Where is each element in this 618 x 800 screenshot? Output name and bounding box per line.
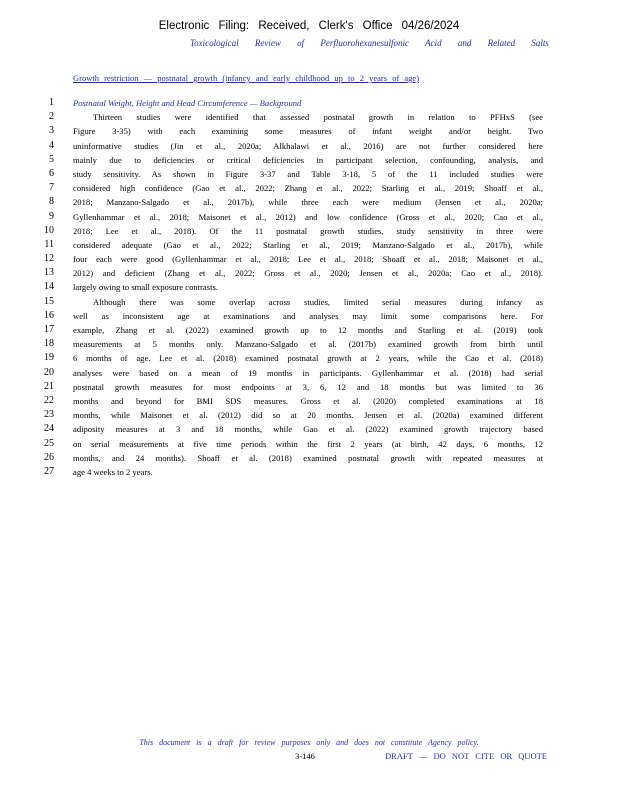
line-text: months, while Maisonet et al. (2012) did so at 20 months. Jensen et al. (2020a) examined different	[73, 410, 543, 421]
line-number: 25	[44, 437, 54, 449]
line-text: study sensitivity. As shown in Figure 3-37 and Table 3-18, 5 of the 11 included studies were	[73, 168, 543, 179]
line-number: 23	[44, 409, 54, 421]
text-line	[0, 367, 618, 381]
line-text: postnatal growth measures for most endpoints at 3, 6, 12 and 18 months but was limited to 36	[73, 381, 543, 392]
draft-notice: DRAFT — DO NOT CITE OR QUOTE	[385, 751, 548, 761]
line-text: 2018; Lee et al., 2018). Of the 11 postnatal growth studies, study sensitivity in three were	[73, 225, 543, 236]
line-text: well as inconsistent age at examinations and analyses may limit some comparisons here. For	[73, 310, 543, 321]
section-heading: Growth restriction — postnatal growth (infancy and early childhood up to 2 years of age)	[73, 73, 420, 83]
line-text: age 4 weeks to 2 years.	[73, 466, 153, 477]
document-body	[0, 97, 618, 480]
text-line	[0, 338, 618, 352]
text-line	[0, 281, 618, 295]
line-text: on serial measurements at five time periods within the first 2 years (at birth, 42 days, 6 months, 12	[73, 438, 543, 449]
line-number: 15	[44, 295, 54, 307]
line-number: 20	[44, 366, 54, 378]
line-number: 3	[49, 125, 54, 137]
text-line	[0, 125, 618, 139]
line-number: 6	[49, 167, 54, 179]
text-line	[0, 168, 618, 182]
line-text: Although there was some overlap across studies, limited serial measures during infancy as	[93, 296, 543, 307]
text-line	[0, 196, 618, 210]
line-text: example, Zhang et al. (2022) examined growth up to 12 months and Starling et al. (2019) took	[73, 325, 543, 335]
line-text: Thirteen studies were identified that assessed postnatal growth in relation to PFHxS (see	[93, 112, 543, 123]
text-line	[0, 423, 618, 437]
text-line	[0, 211, 618, 225]
filing-stamp: Electronic Filing: Received, Clerk's Office 04/26/2024	[158, 20, 460, 32]
line-number: 26	[44, 451, 54, 463]
line-text: 6 months of age. Lee et al. (2018) examined postnatal growth at 2 years, while the Cao et al. (2018)	[73, 353, 543, 364]
text-line	[0, 381, 618, 395]
line-number: 19	[44, 352, 54, 364]
text-line	[0, 111, 618, 125]
line-number: 12	[44, 253, 54, 265]
line-text: four each were good (Gyllenhammar et al., 2018; Lee et al., 2018; Shoaff et al., 2018; Maisonet et al.,	[73, 254, 543, 265]
line-number: 22	[44, 394, 54, 406]
line-number: 16	[44, 309, 54, 321]
line-text: analyses were based on a mean of 19 months in participants. Gyllenhammar et al. (2018) had serial	[73, 367, 543, 378]
line-text: mainly due to deficiencies or critical deficiencies in participant selection, confounding, analysis, and	[73, 154, 543, 165]
running-header: Toxicological Review of Perfluorohexanesulfonic Acid and Related Salts	[190, 38, 549, 48]
text-line	[0, 324, 618, 338]
text-line	[0, 352, 618, 366]
line-number: 7	[49, 182, 54, 194]
line-number: 18	[44, 338, 54, 350]
text-line	[0, 225, 618, 239]
line-text: Gyllenhammar et al., 2018; Maisonet et al., 2012) and low confidence (Gross et al., 2020; Cao et al.,	[73, 211, 543, 222]
text-line	[0, 409, 618, 423]
text-line	[0, 267, 618, 281]
line-text: 2018; Manzano-Salgado et al., 2017b), while three each were medium (Jensen et al., 2020a;	[73, 197, 543, 208]
draft-disclaimer: This document is a draft for review purposes only and does not constitute Agency policy.	[139, 738, 479, 747]
line-text: largely owing to small exposure contrasts.	[73, 282, 218, 293]
text-line	[0, 395, 618, 409]
line-number: 2	[49, 111, 54, 123]
line-text: measurements at 5 months only. Manzano-Salgado et al. (2017b) examined growth from birth until	[73, 339, 543, 350]
line-text: adiposity measures at 3 and 18 months, while Gao et al. (2022) examined growth trajectory based	[73, 424, 543, 435]
line-text: Figure 3-35) with each examining some measures of infant weight and/or height. Two	[73, 126, 543, 137]
text-line	[0, 253, 618, 267]
text-line	[0, 154, 618, 168]
line-number: 5	[49, 153, 54, 165]
text-line	[0, 310, 618, 324]
line-text: considered high confidence (Gao et al., 2022; Zhang et al., 2022; Starling et al., 2019; Shoaff et al.,	[73, 183, 543, 194]
text-line	[0, 182, 618, 196]
line-number: 4	[49, 139, 54, 151]
line-number: 10	[44, 224, 54, 236]
line-text: months and beyond for BMI SDS measures. Gross et al. (2020) completed examinations at 18	[73, 395, 543, 406]
line-number: 24	[44, 423, 54, 435]
line-number: 27	[44, 465, 54, 477]
line-number: 9	[49, 210, 54, 222]
text-line	[0, 296, 618, 310]
line-number: 17	[44, 324, 54, 335]
line-text: Postnatal Weight, Height and Head Circumference — Background	[73, 98, 302, 108]
line-text: considered adequate (Gao et al., 2022; Starling et al., 2019; Manzano-Salgado et al., 2017b), while	[73, 239, 543, 250]
line-number: 21	[44, 380, 54, 392]
text-line	[0, 466, 618, 480]
page-number: 3-146	[295, 751, 315, 761]
line-text: 2012) and deficient (Zhang et al., 2022; Gross et al., 2020; Jensen et al., 2020a; Cao et al., 2018).	[73, 268, 543, 279]
line-number: 1	[49, 97, 54, 108]
text-line	[0, 140, 618, 154]
line-number: 13	[44, 267, 54, 279]
line-number: 14	[44, 281, 54, 293]
text-line	[0, 239, 618, 253]
line-text: months, and 24 months). Shoaff et al. (2018) examined postnatal growth with repeated measures at	[73, 452, 543, 463]
line-text: uninformative studies (Jin et al., 2020a; Alkhalawi et al., 2016) are not further considered here	[73, 140, 543, 151]
line-number: 8	[49, 196, 54, 208]
text-line	[0, 97, 618, 111]
line-number: 11	[44, 238, 54, 250]
text-line	[0, 452, 618, 466]
text-line	[0, 438, 618, 452]
